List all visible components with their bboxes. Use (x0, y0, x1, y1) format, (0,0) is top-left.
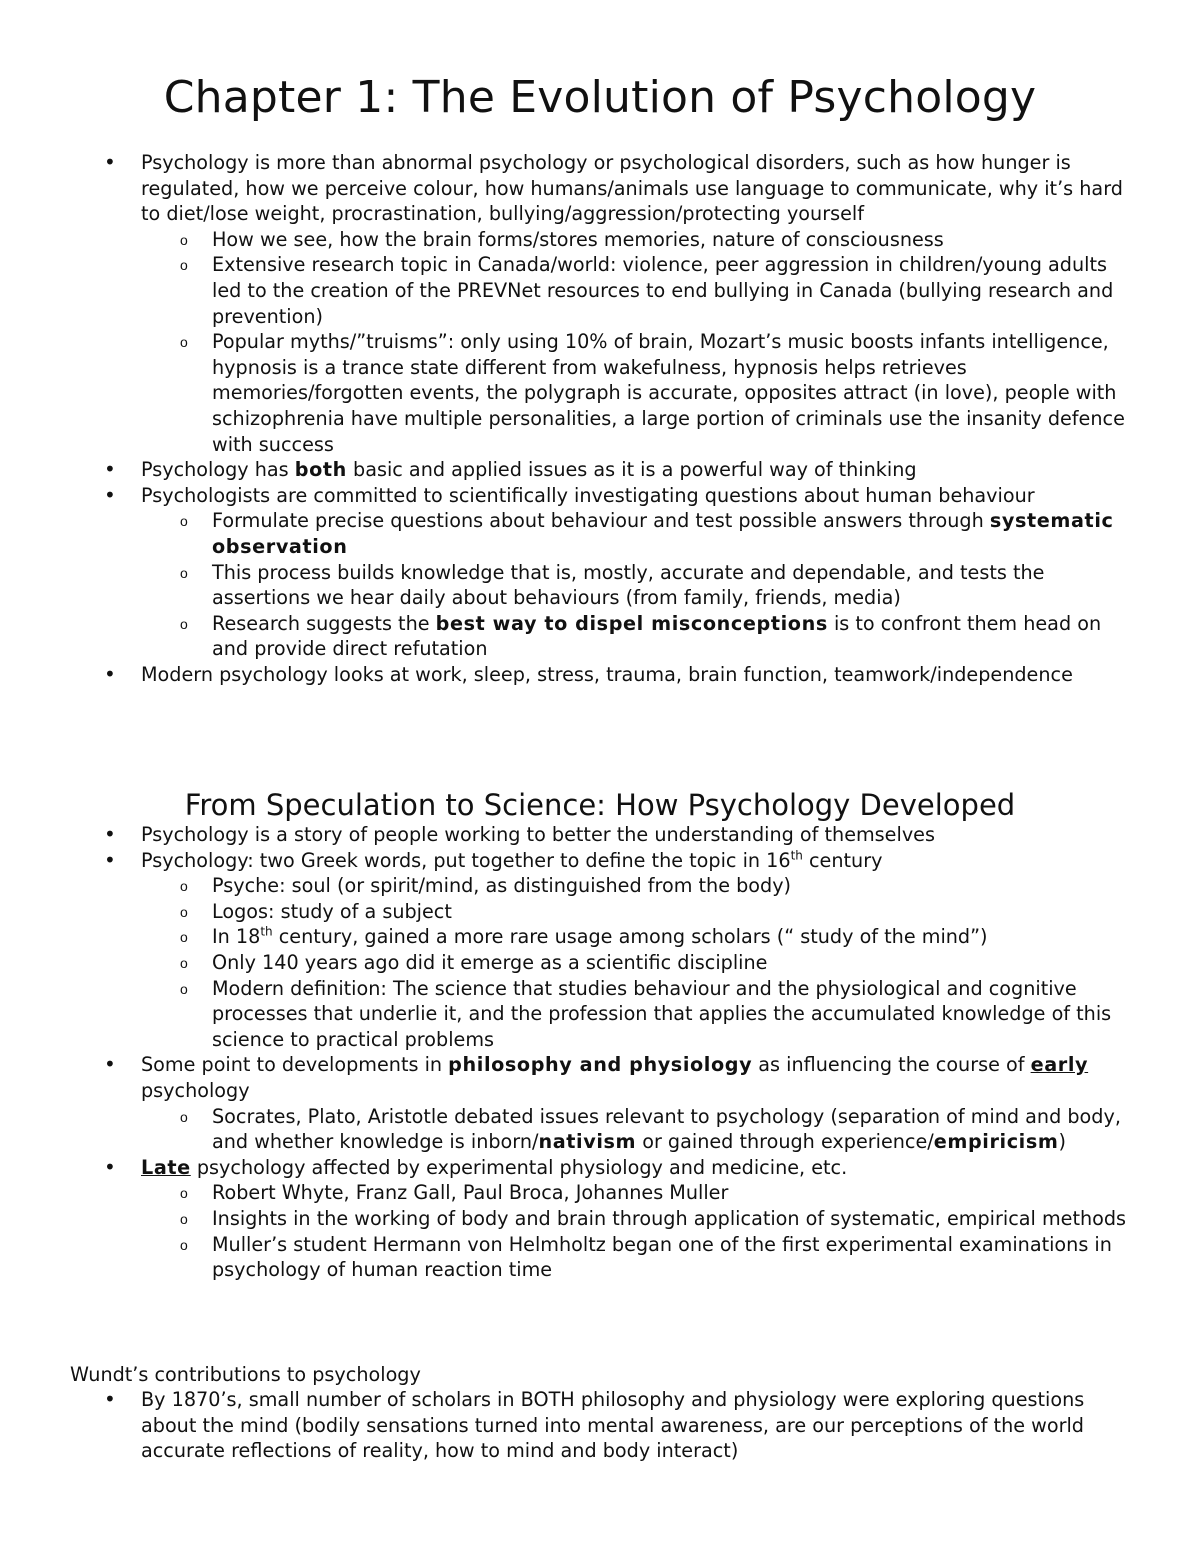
bullet-text: Robert Whyte, Franz Gall, Paul Broca, Johannes Muller (212, 1181, 729, 1205)
list-item (0, 611, 1200, 662)
bullet-text: Extensive research topic in Canada/world: violence, peer aggression in children/young adults led to the creation of the PREVNet resources to end bullying in Canada (bullying research and prevention) (212, 253, 1114, 328)
bold-text: both (294, 458, 347, 482)
bullet-text: Psychology has (141, 458, 295, 482)
list-item (0, 950, 1200, 976)
bullet-text: as influencing the course of (752, 1053, 1031, 1077)
bullet-text: In 18 (212, 925, 261, 949)
list-item (0, 976, 1200, 1053)
bullet-text: How we see, how the brain forms/stores memories, nature of consciousness (212, 227, 944, 251)
bullet-text: Popular myths/”truisms”: only using 10% of brain, Mozart’s music boosts infants intelligence, hypnosis is a trance state different from wakefulness, hypnosis helps retrieves memories/forgotten events, the polygraph is accurate, opposites attract (in love), people with schizophrenia have multiple personalities, a large portion of criminals use the insanity defence with success (212, 330, 1125, 456)
bullet-text: basic and applied issues as it is a powerful way of thinking (346, 458, 917, 482)
bullet-text: Only 140 years ago did it emerge as a scientific discipline (212, 950, 768, 974)
bullet-text: Formulate precise questions about behaviour and test possible answers through (212, 509, 990, 533)
bullet-text: Psychology is a story of people working to better the understanding of themselves (141, 823, 935, 846)
list-item (0, 1206, 1200, 1232)
list-item (0, 1104, 1200, 1155)
bold-text: best way to dispel misconceptions (435, 611, 828, 635)
section-2-list (0, 822, 1200, 1283)
list-item (0, 1155, 1200, 1181)
bullet-text: Research suggests the (212, 611, 436, 635)
bullet-text: psychology (141, 1078, 250, 1102)
list-item (0, 329, 1200, 457)
bullet-text: psychology affected by experimental physiology and medicine, etc. (190, 1155, 848, 1179)
bullet-text: Psychology: two Greek words, put together to define the topic in 16 (141, 848, 791, 872)
bullet-text: Modern definition: The science that studies behaviour and the physiological and cognitive processes that underlie it, and the profession that applies the accumulated knowledge of this science to practical problems (212, 976, 1112, 1051)
section-1-list (0, 150, 1200, 687)
bullet-text: century (802, 848, 883, 872)
bullet-text: By 1870’s, small number of scholars in BOTH philosophy and physiology were exploring questions about the mind (bodily sensations turned into mental awareness, are our perceptions of the world accurate reflections of reality, how to mind and body interact) (141, 1388, 1085, 1463)
list-item (0, 457, 1200, 483)
list-item (0, 1052, 1200, 1103)
list-item (0, 1387, 1200, 1464)
chapter-title: Chapter 1: The Evolution of Psychology (163, 72, 1037, 123)
bullet-text: ) (1058, 1130, 1066, 1154)
underlined-bold-text: Late (141, 1155, 191, 1179)
list-item (0, 508, 1200, 559)
bullet-text: Socrates, Plato, Aristotle debated issues relevant to psychology (separation of mind and body, and whether knowledge is inborn/ (212, 1104, 1121, 1154)
wundt-heading: Wundt’s contributions to psychology (70, 1363, 421, 1386)
list-item (0, 1180, 1200, 1206)
bullet-text: Muller’s student Hermann von Helmholtz began one of the first experimental examinations in psychology of human reaction time (212, 1232, 1112, 1282)
bullet-text: Psyche: soul (or spirit/mind, as distinguished from the body) (212, 874, 792, 898)
section-heading: From Speculation to Science: How Psychology Developed (184, 788, 1016, 822)
bullet-text: century, gained a more rare usage among scholars (“ study of the mind”) (272, 925, 988, 949)
list-item (0, 483, 1200, 509)
bold-text: systematic observation (212, 509, 1114, 558)
bullet-text: Logos: study of a subject (212, 899, 452, 923)
bullet-text: or gained through experience/ (636, 1130, 934, 1154)
bullet-text: Insights in the working of body and brain through application of systematic, empirical methods (212, 1206, 1127, 1230)
bullet-text: Modern psychology looks at work, sleep, stress, trauma, brain function, teamwork/independence (141, 662, 1073, 686)
superscript: th (260, 924, 273, 939)
list-item (0, 227, 1200, 253)
underlined-bold-text: early (1030, 1053, 1089, 1077)
bold-text: empiricism (933, 1130, 1059, 1154)
bullet-text: is to confront them head on and provide direct refutation (212, 611, 1102, 661)
superscript: th (790, 848, 803, 863)
bullet-text: Psychology is more than abnormal psychology or psychological disorders, such as how hunger is regulated, how we perceive colour, how humans/animals use language to communicate, why it’s hard to diet/lose weight, procrastination, bullying/aggression/protecting yourself (141, 151, 1123, 226)
bold-text: philosophy and physiology (448, 1053, 753, 1077)
bullet-text: Psychologists are committed to scientifically investigating questions about human behaviour (141, 483, 1035, 507)
list-item (0, 924, 1200, 950)
list-item (0, 252, 1200, 329)
bold-text: nativism (538, 1130, 637, 1154)
section-3-list (0, 1387, 1200, 1464)
list-item (0, 1232, 1200, 1283)
bullet-text: Some point to developments in (141, 1053, 449, 1077)
list-item (0, 873, 1200, 899)
list-item (0, 848, 1200, 874)
list-item (0, 150, 1200, 227)
bullet-text: This process builds knowledge that is, mostly, accurate and dependable, and tests the assertions we hear daily about behaviours (from family, friends, media) (212, 560, 1045, 610)
list-item (0, 662, 1200, 688)
list-item (0, 899, 1200, 925)
list-item (0, 560, 1200, 611)
list-item (0, 822, 1200, 848)
